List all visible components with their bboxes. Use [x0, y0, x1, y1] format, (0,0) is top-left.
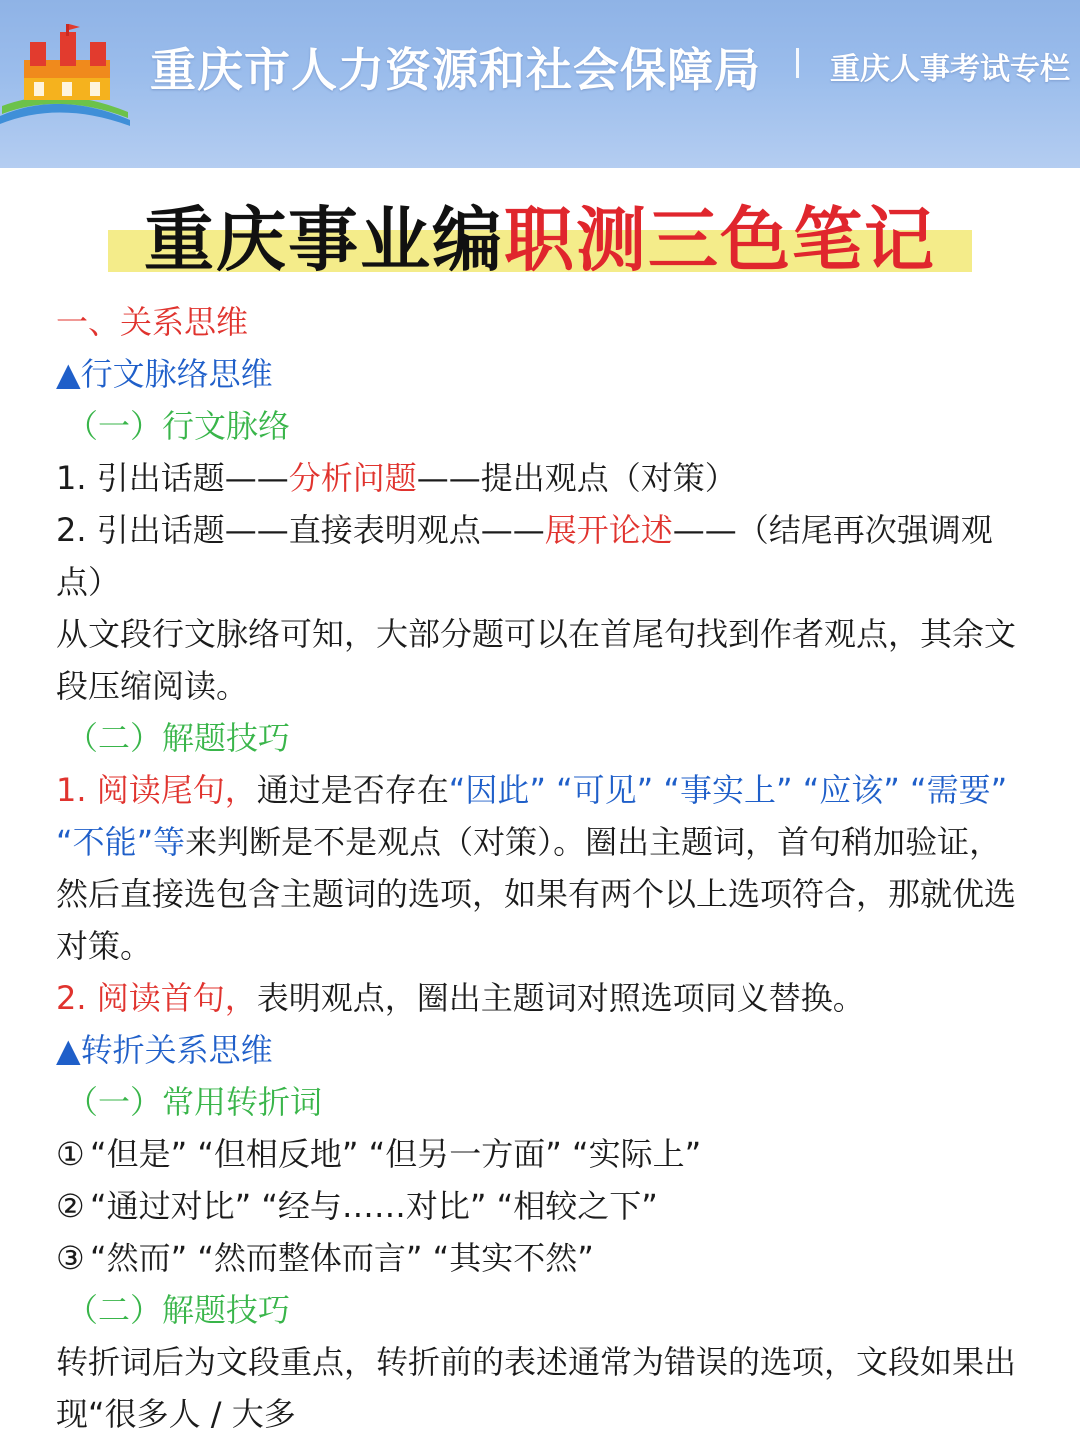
org-name: 重庆市人力资源和社会保障局	[150, 43, 761, 97]
section-context: （一）行文脉络	[66, 407, 291, 445]
tip-1-keywords: “因此” “可见” “事实上” “应该” “需要” “不能”等	[56, 771, 1008, 861]
subheading-turning-thinking: ▲转折关系思维	[56, 1031, 273, 1069]
notes-content	[56, 296, 1026, 1440]
turning-word-1-text: “但是” “但相反地” “但另一方面” “实际上”	[90, 1135, 702, 1173]
title-black-part: 重庆事业编	[144, 198, 504, 281]
header-divider	[796, 48, 799, 78]
heading-relation-thinking: 一、关系思维	[56, 303, 249, 341]
section-tips: （二）解题技巧	[66, 719, 291, 757]
header-banner	[0, 0, 1080, 168]
tip-2-red: 2. 阅读首句，	[56, 979, 257, 1017]
context-line-1-b: 分析问题	[288, 459, 417, 497]
tip-2	[56, 972, 1026, 1024]
context-line-2	[56, 504, 1026, 608]
tip-1-red: 1. 阅读尾句，	[56, 771, 257, 809]
context-line-1-a: 1. 引出话题——	[56, 459, 289, 497]
subheading-context-thinking: ▲行文脉络思维	[56, 355, 273, 393]
context-line-2-a: 2. 引出话题——直接表明观点——	[56, 511, 545, 549]
context-paragraph: 从文段行文脉络可知，大部分题可以在首尾句找到作者观点，其余文段压缩阅读。	[56, 615, 1017, 705]
context-line-1	[56, 452, 1026, 504]
turning-word-1-num: ①	[56, 1135, 85, 1173]
context-line-2-c: ——（结尾再次强调观点）	[56, 511, 993, 601]
tip-2-text: 表明观点，圈出主题词对照选项同义替换。	[256, 979, 865, 1017]
tip-1-text-b: 来判断是不是观点（对策）。圈出主题词，首句稍加验证，然后直接选包含主题词的选项，如果有两个以上选项符合，那就优选对策。	[56, 823, 1017, 965]
turning-word-2-text: “通过对比” “经与……对比” “相较之下”	[90, 1187, 658, 1225]
context-line-2-b: 展开论述	[544, 511, 673, 549]
turning-word-3-text: “然而” “然而整体而言” “其实不然”	[90, 1239, 594, 1277]
turning-word-3	[56, 1232, 1026, 1284]
page-title	[0, 178, 1080, 281]
building-flag-logo-icon	[0, 20, 135, 135]
section-name: 重庆人事考试专栏	[830, 52, 1070, 87]
turning-word-2-num: ②	[56, 1187, 85, 1225]
turning-word-2	[56, 1180, 1026, 1232]
tip-1	[56, 764, 1026, 972]
title-red-part: 职测三色笔记	[504, 198, 936, 281]
turning-word-3-num: ③	[56, 1239, 85, 1277]
tip-1-text-a: 通过是否存在	[256, 771, 449, 809]
turning-word-1	[56, 1128, 1026, 1180]
title-text	[0, 184, 1080, 285]
section-turning-words: （一）常用转折词	[66, 1083, 323, 1121]
context-line-1-c: ——提出观点（对策）	[416, 459, 737, 497]
section-turning-tips: （二）解题技巧	[66, 1291, 291, 1329]
turning-paragraph: 转折词后为文段重点，转折前的表述通常为错误的选项，文段如果出现“很多人 / 大多	[56, 1343, 1017, 1433]
